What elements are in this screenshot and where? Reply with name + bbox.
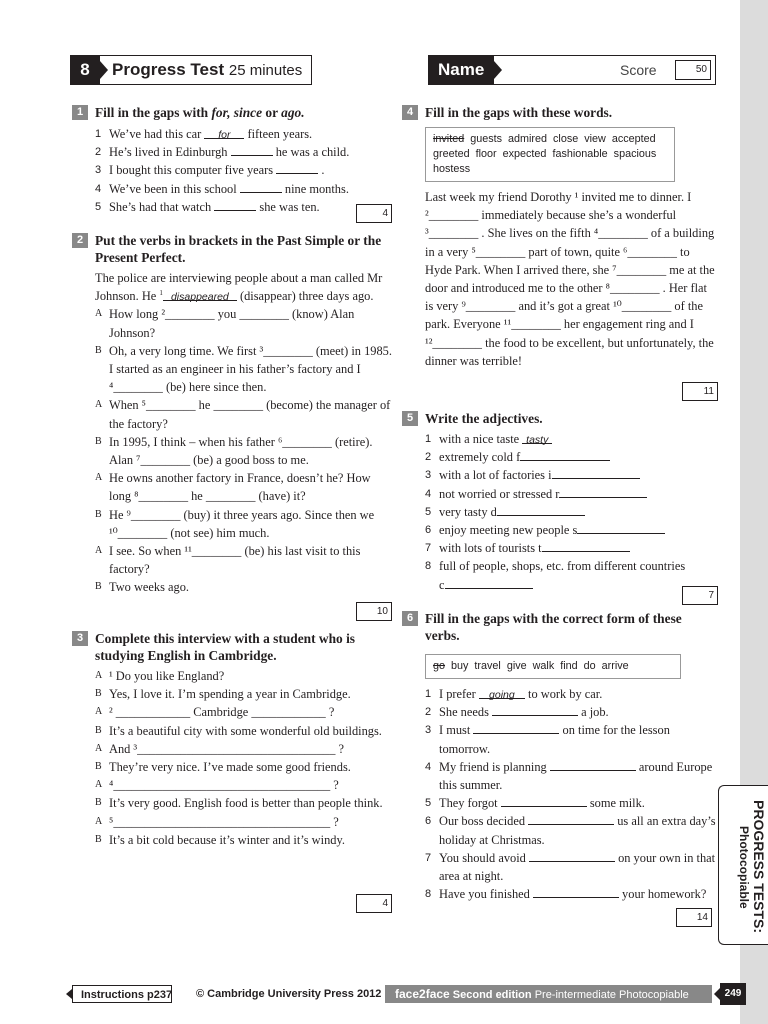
list-item: 1 I prefer going to work by car. <box>425 687 603 701</box>
duration: 25 minutes <box>228 62 303 79</box>
dialogue-line: B In 1995, I think – when his father ⁶________ (retire). Alan ⁷________ (be) a good boss to me. <box>95 434 373 468</box>
list-item: 5 They forgot some milk. <box>425 796 645 811</box>
list-item: 6 Our boss decided us all an extra day’s holiday at Christmas. <box>425 814 716 847</box>
list-item: 1 We’ve had this car for fifteen years. <box>95 127 313 141</box>
list-item: 5 very tasty d <box>402 503 718 521</box>
test-number: 8 <box>70 55 100 85</box>
section-score-box[interactable]: 4 <box>356 894 392 913</box>
list-item: 5 She’s had that watch she was ten. <box>95 199 320 214</box>
section-6 <box>402 610 718 940</box>
section-2-intro: The police are interviewing people about a man called Mr Johnson. He $^1$ disappeared (disappear) three days ago. <box>95 271 383 304</box>
dialogue-line: B Two weeks ago. <box>95 580 189 595</box>
list-item: 4 My friend is planning around Europe this summer. <box>425 759 713 793</box>
answer-gap[interactable] <box>445 576 533 589</box>
answer-gap[interactable] <box>533 885 619 898</box>
section-number: 1 <box>72 105 88 120</box>
answer-gap[interactable] <box>559 485 647 498</box>
brand-name: face2face <box>395 987 450 1001</box>
section-4-text: Last week my friend Dorothy ¹ invited me to dinner. I ²________ immediately because she’s a wonderful ³________ . She lives on the fifth ⁴________ of a building in a very ⁵________ part of town, quite ⁶________ to Hyde Park. When I arrived there, she ⁷________ me at the door and introduced me to the other ⁸________ . Her flat is very ⁹________ and it’s got a great ¹⁰________ of the park. Everyone ¹¹________ her engagement ring and I ¹²________ the food to be excellent, but unfortunately, the dinner was terrible! <box>425 190 715 368</box>
answer-gap[interactable] <box>473 721 559 734</box>
answer-gap[interactable] <box>520 448 610 461</box>
list-item: 2 He’s lived in Edinburgh he was a child. <box>95 145 350 160</box>
answer-gap[interactable] <box>552 466 640 479</box>
section-3 <box>72 630 392 920</box>
answer-gap[interactable]: for <box>204 126 244 139</box>
side-tab-text: PROGRESS TESTS: Photocopiable <box>737 800 767 934</box>
dialogue-line: B Yes, I love it. I’m spending a year in Cambridge. <box>95 687 351 702</box>
list-item: 7 with lots of tourists t <box>402 539 718 557</box>
list-item: 4 not worried or stressed r <box>402 485 718 503</box>
answer-gap[interactable] <box>231 143 273 156</box>
dialogue-line: A He owns another factory in France, doesn’t he? How long ⁸________ he ________ (have) it? <box>95 471 371 504</box>
answer-gap[interactable] <box>501 794 587 807</box>
answer-gap[interactable]: tasty <box>522 431 552 444</box>
name-label: Name <box>428 55 494 85</box>
dialogue-line: A I see. So when ¹¹________ (be) his last visit to this factory? <box>95 544 361 577</box>
section-2-heading: 2 Put the verbs in brackets in the Past Simple or the Present Perfect. <box>72 232 392 266</box>
section-score-box[interactable]: 14 <box>676 908 712 927</box>
section-6-heading: 6 Fill in the gaps with the correct form of these verbs. <box>402 610 718 644</box>
section-5 <box>402 410 718 610</box>
dialogue-line: B They’re very nice. I’ve made some good friends. <box>95 760 351 775</box>
answer-gap[interactable]: going <box>479 686 525 699</box>
section-1 <box>72 104 392 232</box>
section-4-heading: 4 Fill in the gaps with these words. <box>402 104 718 121</box>
word-box: invited guests admired close view accepted greeted floor expected fashionable spacious hostess <box>425 127 675 182</box>
list-item: 1 with a nice taste tasty <box>402 430 718 448</box>
answer-gap[interactable] <box>492 703 578 716</box>
name-arrow-icon <box>494 61 502 79</box>
list-item: 7 You should avoid on your own in that area at night. <box>425 850 716 884</box>
answer-gap[interactable] <box>214 198 256 211</box>
score-label: Score <box>620 62 657 78</box>
list-item: 8 full of people, shops, etc. from different countries c <box>425 559 686 592</box>
dialogue-line: A How long ²________ you ________ (know) Alan Johnson? <box>95 307 355 340</box>
section-score-box[interactable]: 10 <box>356 602 392 621</box>
list-item: 2 extremely cold f <box>402 448 718 466</box>
section-number: 6 <box>402 611 418 626</box>
dialogue-line: A When ⁵________ he ________ (become) the manager of the factory? <box>95 398 391 431</box>
page-number: 249 <box>720 983 746 1005</box>
level: Pre-intermediate Photocopiable <box>534 989 689 1001</box>
brand-bar <box>385 985 712 1003</box>
left-column <box>72 104 392 920</box>
section-2 <box>72 232 392 630</box>
section-3-heading: 3 Complete this interview with a student who is studying English in Cambridge. <box>72 630 392 664</box>
list-item: 3 I bought this computer five years . <box>95 163 325 178</box>
dialogue-line: A ² ____________ Cambridge ____________ ? <box>95 705 335 720</box>
answer-gap[interactable] <box>529 849 615 862</box>
list-item: 3 with a lot of factories i <box>402 466 718 484</box>
instructions-link[interactable]: Instructions p237 <box>72 985 172 1003</box>
list-item: 8 Have you finished your homework? <box>425 887 707 902</box>
section-1-heading: 1 Fill in the gaps with for, since or ago. <box>72 104 392 121</box>
dialogue-line: B It’s a beautiful city with some wonderful old buildings. <box>95 723 382 738</box>
dialogue-line: A ⁴___________________________________ ? <box>95 778 339 793</box>
list-item: 6 enjoy meeting new people s <box>402 521 718 539</box>
title-arrow-icon <box>100 61 108 79</box>
section-score-box[interactable]: 11 <box>682 382 718 401</box>
answer-gap[interactable] <box>276 161 318 174</box>
section-4 <box>402 104 718 410</box>
list-item: 4 We’ve been in this school nine months. <box>95 181 349 196</box>
answer-gap[interactable] <box>577 521 665 534</box>
list-item: 3 I must on time for the lesson tomorrow. <box>425 723 670 756</box>
score-total-box[interactable]: 50 <box>675 60 711 80</box>
answer-gap[interactable] <box>240 180 282 193</box>
edition: Second edition <box>452 989 532 1001</box>
right-column <box>402 104 718 940</box>
page-title: Progress Test 25 minutes <box>112 60 303 79</box>
answer-gap[interactable] <box>550 758 636 771</box>
dialogue-line: A And ³________________________________ ? <box>95 741 344 756</box>
section-5-heading: 5 Write the adjectives. <box>402 410 718 427</box>
dialogue-line: B It’s a bit cold because it’s winter and it’s windy. <box>95 832 345 847</box>
section-score-box[interactable]: 7 <box>682 586 718 605</box>
section-score-box[interactable]: 4 <box>356 204 392 223</box>
dialogue-line: A ⁵___________________________________ ? <box>95 814 339 829</box>
copyright: © Cambridge University Press 2012 <box>196 988 382 1000</box>
section-number: 5 <box>402 411 418 426</box>
dialogue-line: A ¹ Do you like England? <box>95 669 225 683</box>
list-item: 2 She needs a job. <box>425 705 609 720</box>
section-number: 3 <box>72 631 88 646</box>
answer-gap[interactable] <box>497 503 585 516</box>
dialogue-line: B He ⁹________ (buy) it three years ago. Since then we ¹⁰________ (not see) him much. <box>95 507 375 540</box>
section-number: 4 <box>402 105 418 120</box>
section-number: 2 <box>72 233 88 248</box>
dialogue-line: B It’s very good. English food is better than people think. <box>95 796 383 811</box>
dialogue-line: B Oh, a very long time. We first ³________ (meet) in 1985. I started as an engineer in his father’s factory and I ⁴________ (be) here since then. <box>95 343 392 395</box>
answer-gap[interactable]: disappeared <box>163 288 237 301</box>
answer-gap[interactable] <box>542 539 630 552</box>
answer-gap[interactable] <box>528 812 614 825</box>
verb-box: go buy travel give walk find do arrive <box>425 654 681 679</box>
